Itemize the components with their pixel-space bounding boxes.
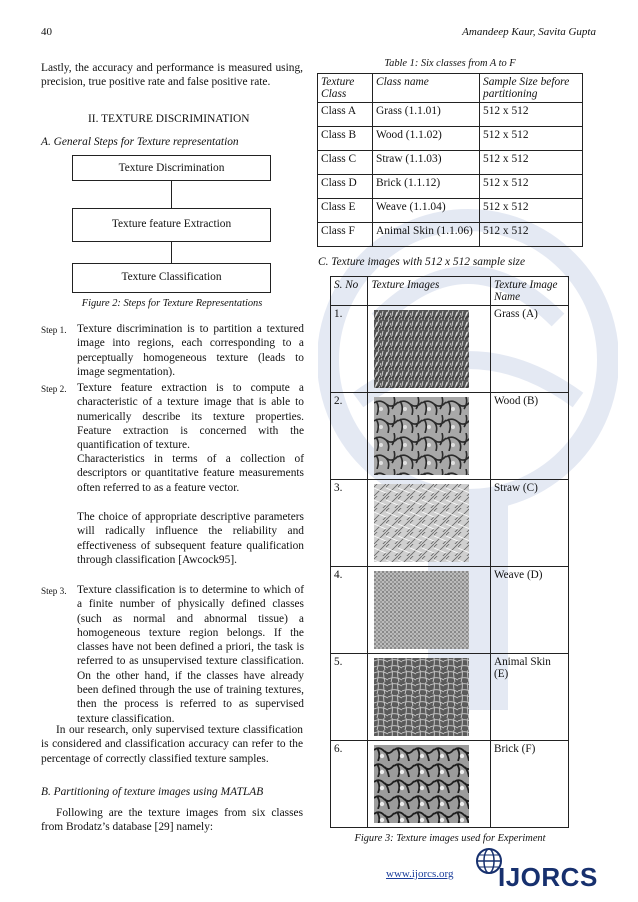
step-1-text: Texture discrimination is to partition a textured image into regions, each corresponding to a perceptually homogeneous texture (leads to image segmentation). xyxy=(77,323,304,378)
table-cell: Class C xyxy=(318,151,373,175)
figure-2-caption: Figure 2: Steps for Texture Representations xyxy=(81,298,263,309)
research-paragraph: In our research, only supervised texture classification is considered and classification accuracy can refer to the percentage of correctly classified texture samples. xyxy=(41,724,303,765)
table-cell: Brick (F) xyxy=(491,741,569,828)
subsection-b-heading: B. Partitioning of texture images using MATLAB xyxy=(41,786,264,798)
table-row xyxy=(318,175,583,199)
journal-logo: IJORCS xyxy=(498,862,598,892)
step-1-label: Step 1. xyxy=(41,325,67,335)
table-cell xyxy=(368,567,491,654)
table-row xyxy=(331,480,569,567)
table-cell: 4. xyxy=(331,567,368,654)
weave-texture-image xyxy=(374,571,469,649)
table-2 xyxy=(330,276,569,828)
table-row xyxy=(318,199,583,223)
table-cell: Straw (C) xyxy=(491,480,569,567)
table-cell: Animal Skin (E) xyxy=(491,654,569,741)
step-3-text: Texture classification is to determine to which of a finite number of physically defined classes (such as normal and abnormal tissue) a homogeneous texture region belongs. If the classes have not been defined a priori, the task is referred to as unsupervised texture classification. On the other hand, if the classes have already been defined through the use of training textures, then the process is referred to as supervised texture classification. xyxy=(77,584,304,725)
running-header-authors: Amandeep Kaur, Savita Gupta xyxy=(462,26,596,38)
table-cell: Wood (B) xyxy=(491,393,569,480)
table-row xyxy=(331,393,569,480)
table-cell: Class D xyxy=(318,175,373,199)
table-cell xyxy=(368,480,491,567)
step-2-label: Step 2. xyxy=(41,384,67,394)
table-cell: Weave (1.1.04) xyxy=(373,199,480,223)
table-row xyxy=(331,654,569,741)
table-cell: 512 x 512 xyxy=(480,199,583,223)
table-cell: 512 x 512 xyxy=(480,151,583,175)
table-1-header-cell: Sample Size before partitioning xyxy=(480,74,583,103)
table-cell: Brick (1.1.12) xyxy=(373,175,480,199)
table-cell: 6. xyxy=(331,741,368,828)
table-cell: Animal Skin (1.1.06) xyxy=(373,223,480,247)
table-cell: Class B xyxy=(318,127,373,151)
table-row xyxy=(318,151,583,175)
table-cell xyxy=(368,654,491,741)
table-cell: Wood (1.1.02) xyxy=(373,127,480,151)
table-row xyxy=(318,103,583,127)
table-cell: Grass (A) xyxy=(491,306,569,393)
table-row xyxy=(331,567,569,654)
flow-box-classification: Texture Classification xyxy=(72,263,271,293)
table-2-header-cell: Texture Images xyxy=(368,277,491,306)
table-cell: Class E xyxy=(318,199,373,223)
table-cell: 1. xyxy=(331,306,368,393)
table-1-header-cell: Class name xyxy=(373,74,480,103)
table-cell: Class A xyxy=(318,103,373,127)
page-number: 40 xyxy=(41,26,52,38)
section-heading: II. TEXTURE DISCRIMINATION xyxy=(88,113,250,125)
table-cell xyxy=(368,306,491,393)
animal-skin-texture-image xyxy=(374,658,469,736)
brick-texture-image xyxy=(374,745,469,823)
wood-texture-image xyxy=(374,397,469,475)
table-1 xyxy=(317,73,583,247)
table-2-header-row xyxy=(331,277,569,306)
table-cell xyxy=(368,741,491,828)
table-cell: Grass (1.1.01) xyxy=(373,103,480,127)
table-row xyxy=(331,306,569,393)
intro-paragraph: Lastly, the accuracy and performance is measured using, precision, true positive rate and false positive rate. xyxy=(41,62,303,89)
table-cell: 512 x 512 xyxy=(480,175,583,199)
table-2-header-cell: S. No xyxy=(331,277,368,306)
table-1-caption: Table 1: Six classes from A to F xyxy=(384,58,516,69)
table-row xyxy=(331,741,569,828)
table-cell: 5. xyxy=(331,654,368,741)
flow-connector xyxy=(171,242,172,263)
flow-box-feature-extraction: Texture feature Extraction xyxy=(72,208,271,242)
flow-box-discrimination: Texture Discrimination xyxy=(72,155,271,181)
following-paragraph: Following are the texture images from six classes from Brodatz’s database [29] namely: xyxy=(41,807,303,834)
subsection-a-heading: A. General Steps for Texture representation xyxy=(41,136,239,148)
table-cell: 2. xyxy=(331,393,368,480)
step-2-text: Texture feature extraction is to compute a characteristic of a texture image that is able to numerically describe its texture properties. Feature extraction is concerned with the quantification of texture. xyxy=(77,382,304,452)
flow-connector xyxy=(171,181,172,208)
table-cell: 512 x 512 xyxy=(480,127,583,151)
grass-texture-image xyxy=(374,310,469,388)
step-3-label: Step 3. xyxy=(41,586,67,596)
step-2-choice: The choice of appropriate descriptive parameters will radically influence the reliability and effectiveness of subsequent feature qualification through classification [Awcock95]. xyxy=(77,511,304,566)
table-cell xyxy=(368,393,491,480)
table-cell: Class F xyxy=(318,223,373,247)
table-cell: 512 x 512 xyxy=(480,103,583,127)
journal-url-link[interactable]: www.ijorcs.org xyxy=(386,868,454,880)
table-row xyxy=(318,223,583,247)
subsection-c-heading: C. Texture images with 512 x 512 sample size xyxy=(318,256,526,268)
table-1-header-cell: Texture Class xyxy=(318,74,373,103)
straw-texture-image xyxy=(374,484,469,562)
table-cell: 3. xyxy=(331,480,368,567)
figure-3-caption: Figure 3: Texture images used for Experiment xyxy=(354,833,546,844)
table-cell: 512 x 512 xyxy=(480,223,583,247)
table-1-header-row xyxy=(318,74,583,103)
table-cell: Weave (D) xyxy=(491,567,569,654)
table-cell: Straw (1.1.03) xyxy=(373,151,480,175)
step-2-characteristics: Characteristics in terms of a collection of descriptors or quantitative feature measurements often referred to as a feature vector. xyxy=(77,453,304,494)
table-row xyxy=(318,127,583,151)
table-2-header-cell: Texture Image Name xyxy=(491,277,569,306)
